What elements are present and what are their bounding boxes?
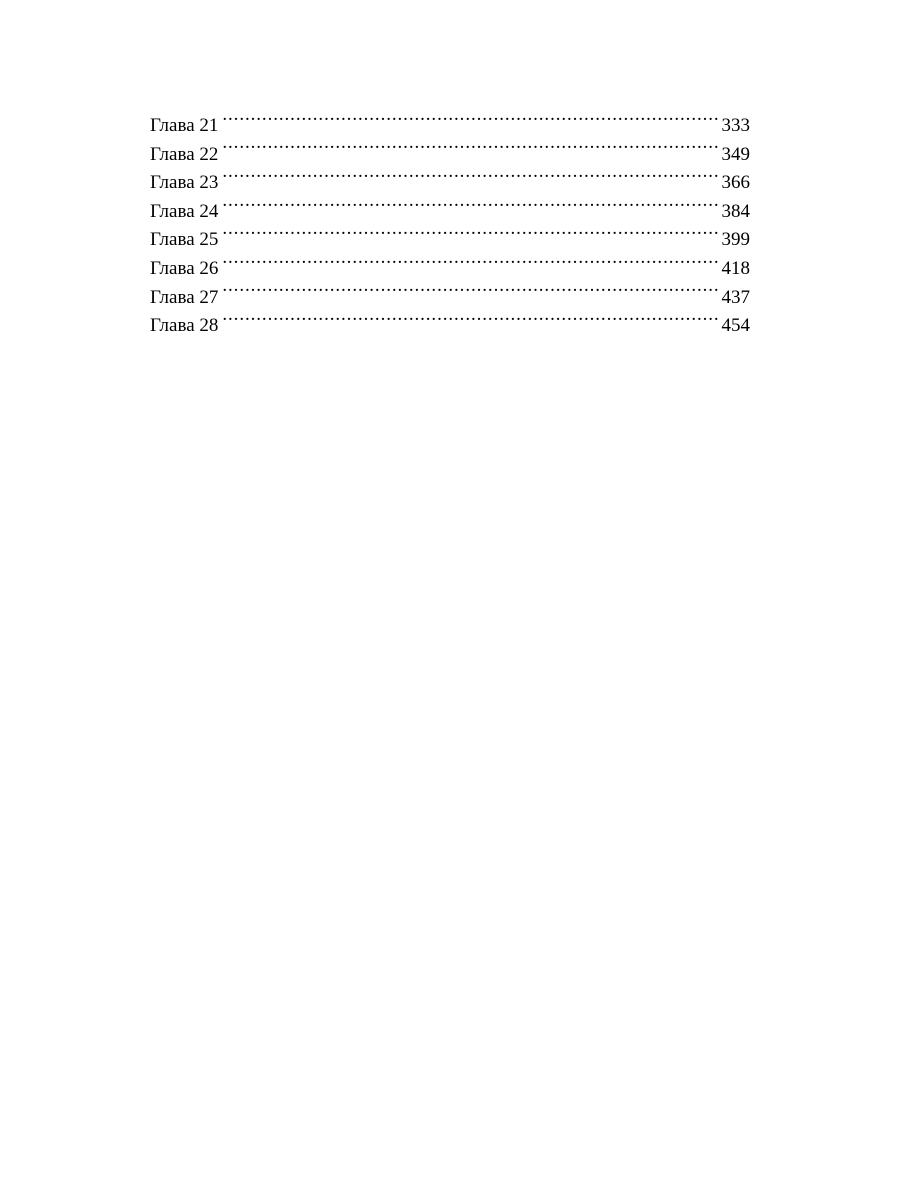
toc-leader-dots [222,169,719,188]
toc-leader-dots [222,198,719,217]
list-item[interactable] [150,312,750,341]
toc-entry-title: Глава 28 [150,315,219,337]
toc-entry-page: 384 [721,200,750,222]
toc-entry-title: Глава 26 [150,257,219,279]
toc-leader-dots [222,141,719,160]
list-item[interactable] [150,169,750,198]
list-item[interactable] [150,112,750,141]
toc-entry-page: 333 [721,115,750,136]
toc-entry-page: 418 [721,257,750,279]
toc-entry-page: 366 [721,172,750,194]
toc-leader-dots [222,284,719,303]
list-item[interactable] [150,226,750,255]
toc-leader-dots [222,255,719,274]
toc-entry-title: Глава 27 [150,286,219,308]
toc-entry-title: Глава 25 [150,229,219,251]
toc-leader-dots [222,312,719,331]
toc-entry-page: 349 [721,143,750,165]
toc-entry-page: 437 [721,286,750,308]
table-of-contents [150,112,750,341]
toc-entry-title: Глава 22 [150,143,219,165]
list-item[interactable] [150,255,750,284]
list-item[interactable] [150,198,750,227]
toc-entry-title: Глава 21 [150,115,219,136]
toc-entry-title: Глава 23 [150,172,219,194]
toc-leader-dots [222,226,719,245]
list-item[interactable] [150,284,750,313]
toc-entry-title: Глава 24 [150,200,219,222]
list-item[interactable] [150,141,750,170]
toc-entry-page: 399 [721,229,750,251]
toc-leader-dots [222,112,719,131]
toc-entry-page: 454 [721,315,750,337]
